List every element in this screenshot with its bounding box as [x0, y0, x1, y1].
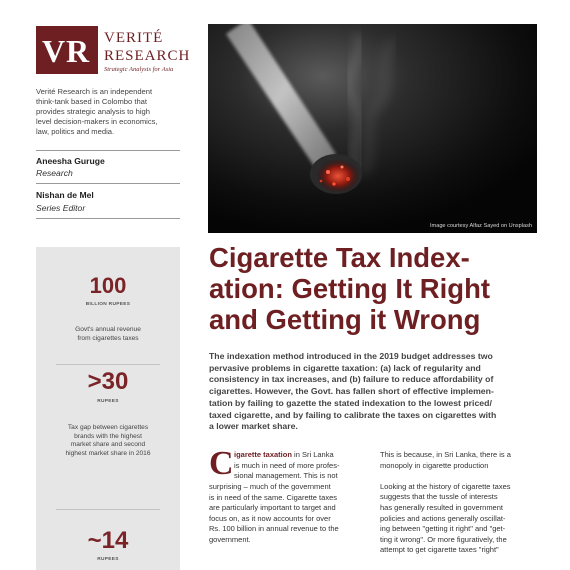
- stat-separator: [56, 364, 160, 365]
- stat-value: 100: [89, 273, 127, 298]
- photo-credit: Image courtesy Alfaz Sayed on Unsplash: [430, 223, 532, 229]
- logo-name-line1: VERITÉ: [104, 30, 164, 46]
- body-line: surprising – much of the government: [209, 482, 331, 491]
- editor-name: Nishan de Mel: [36, 190, 94, 200]
- logo-letter-r: R: [66, 33, 90, 69]
- cigarette-photo: [208, 24, 537, 233]
- headline-line: ation: Getting It Right: [209, 273, 491, 304]
- article-headline: [209, 242, 549, 335]
- editor-role: Series Editor: [36, 203, 86, 213]
- stat-value: ~14: [87, 527, 129, 554]
- stat-value: >30: [87, 368, 129, 395]
- body-line: monopoly in cigarette production: [380, 460, 489, 470]
- lede-line: cigarettes. However, the Govt. has fallen short of effective implemen-: [209, 386, 494, 397]
- logo-letter-v: V: [42, 33, 66, 69]
- org-description-line: level decision-makers in economics,: [36, 117, 158, 127]
- lede-line: a lower market share.: [209, 421, 298, 432]
- logo-mark: [36, 26, 98, 74]
- body-line: This is because, in Sri Lanka, there is a: [380, 450, 511, 459]
- drop-cap: C: [209, 445, 234, 482]
- lede-line: consistency in tax increases, and (b) failure to reduce affordability of: [209, 374, 494, 385]
- lede-line: The indexation method introduced in the 2019 budget addresses two: [209, 351, 493, 361]
- body-line-spacer: [380, 471, 511, 482]
- body-line: Rs. 100 billion in annual revenue to the: [209, 524, 339, 534]
- body-line: focus on, as it now accounts for over: [209, 513, 331, 523]
- body-line: government.: [209, 534, 251, 544]
- logo-tagline: Strategic Analysis for Asia: [104, 66, 174, 73]
- org-description-line: think-tank based in Colombo that: [36, 97, 148, 107]
- key-stats-panel: [36, 247, 180, 570]
- body-line: ing between "getting it right" and "get-: [380, 524, 506, 534]
- stat-separator: [56, 509, 160, 510]
- lede-line: taxed cigarette, and by failing to calibrate the taxes on cigarettes with: [209, 409, 497, 420]
- article-lede: [209, 351, 544, 433]
- divider: [36, 183, 180, 184]
- body-line: ting it wrong". Or more figuratively, the: [380, 534, 507, 544]
- headline-line: Cigarette Tax Index-: [209, 242, 470, 273]
- org-description: [36, 87, 188, 137]
- body-line: are particularly important to target and: [209, 503, 336, 513]
- body-line: policies and actions generally oscillat-: [380, 513, 506, 523]
- stat-description-line: brands with the highest: [74, 432, 142, 440]
- stat-unit: RUPEES: [97, 557, 119, 562]
- body-line: is in need of the same. Cigarette taxes: [209, 492, 337, 502]
- stat-description-line: market share and second: [70, 441, 146, 449]
- stat-description-line: Tax gap between cigarettes: [67, 424, 149, 431]
- body-column-1: [209, 482, 339, 546]
- lead-in: igarette taxation: [234, 450, 292, 459]
- stat-unit: BILLION RUPEES: [85, 302, 131, 307]
- body-line: [234, 450, 339, 461]
- divider: [36, 218, 180, 219]
- org-description-line: Verité Research is an independent: [36, 87, 153, 96]
- stat-description-line: Govt's annual revenue: [75, 326, 141, 333]
- body-line: has generally resulted in government: [380, 502, 503, 512]
- body-line: sional management. This is not: [234, 471, 338, 481]
- author-role: Research: [36, 168, 73, 178]
- burning-cigarette-illustration: [208, 24, 537, 233]
- body-line: attempt to get cigarette taxes "right": [380, 545, 499, 555]
- body-column-1-indented: [234, 450, 339, 482]
- org-description-line: provides strategic analysis to high: [36, 107, 150, 117]
- verite-research-logo: [36, 26, 191, 74]
- body-line: suggests that the tussle of interests: [380, 492, 498, 502]
- stat-description-line: highest market share in 2016: [65, 449, 151, 457]
- headline-line: and Getting it Wrong: [209, 304, 481, 335]
- stat-description: [46, 424, 170, 458]
- body-column-2: [380, 450, 511, 556]
- body-line: Looking at the history of cigarette taxes: [380, 481, 511, 491]
- org-description-line: law, politics and media.: [36, 127, 115, 137]
- body-line: is much in need of more profes-: [234, 460, 340, 470]
- stat-description: [46, 326, 170, 343]
- lede-line: tation by failing to gazette the stated indexation to the lowest priced/: [209, 397, 492, 408]
- lede-line: pervasive problems in cigarette taxation: (a) lack of regularity and: [209, 362, 481, 373]
- stat-description-line: from cigarettes taxes: [77, 334, 139, 342]
- stat-unit: RUPEES: [97, 399, 119, 404]
- divider: [36, 150, 180, 151]
- author-name: Aneesha Guruge: [36, 156, 105, 166]
- logo-name-line2: RESEARCH: [104, 48, 191, 64]
- body-text: in Sri Lanka: [291, 450, 334, 459]
